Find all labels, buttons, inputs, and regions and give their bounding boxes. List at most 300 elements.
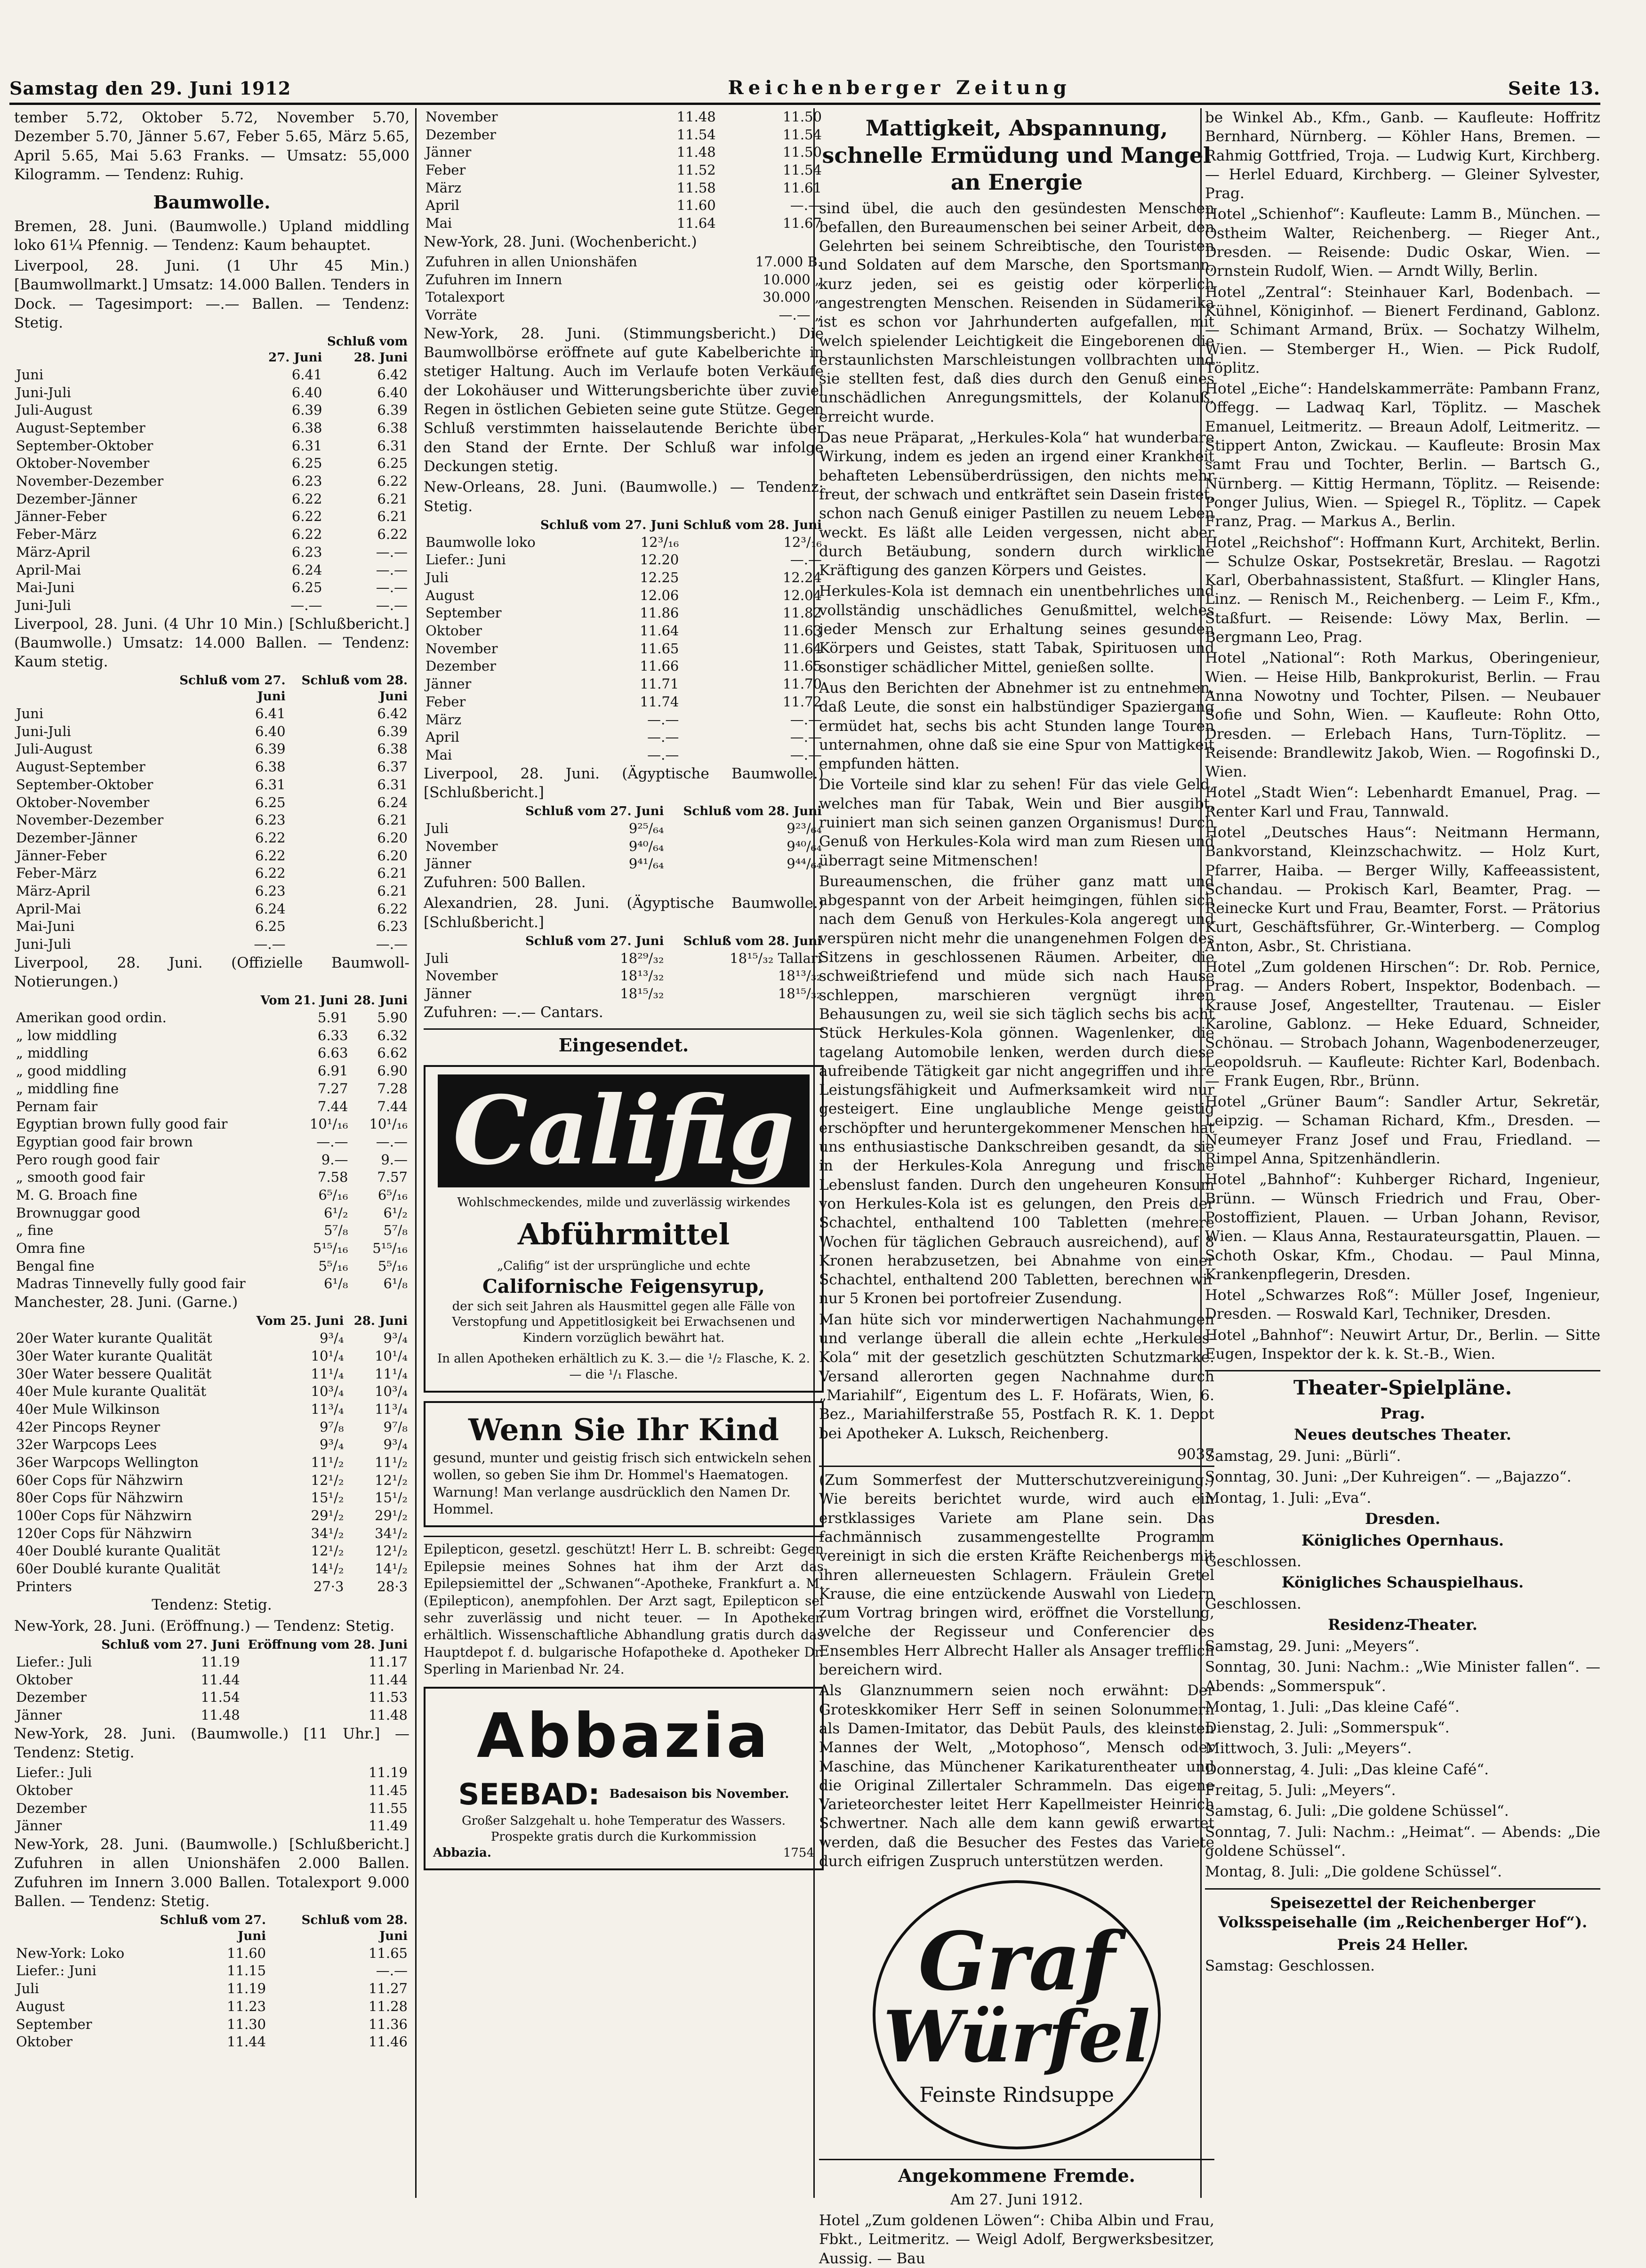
table-row <box>14 705 409 723</box>
table-row <box>14 1560 409 1578</box>
table-row <box>14 1240 409 1258</box>
table-row <box>14 1365 409 1383</box>
schedule-line: Geschlossen. <box>1205 1553 1301 1571</box>
graf-wuerfel-advertisement <box>873 1880 1161 2149</box>
row-value: 11.65 <box>782 658 822 674</box>
row-value: 9.— <box>381 1151 408 1168</box>
row-value: 6.22 <box>291 490 322 507</box>
row-label: „ good middling <box>16 1063 127 1079</box>
row-value: 11.65 <box>640 640 679 657</box>
theater-name: Königliches Opernhaus. <box>1301 1531 1504 1549</box>
row-value: 6.33 <box>317 1027 348 1043</box>
row-label: Pero rough good fair <box>16 1151 160 1168</box>
row-label: April-Mai <box>16 561 81 578</box>
table-row <box>14 490 409 508</box>
table-row <box>14 1980 409 1998</box>
table-header: Schluß vom 27. Juni <box>179 673 286 704</box>
schedule-line: Dienstag, 2. Juli: „Sommerspuk“. <box>1205 1719 1450 1737</box>
row-value: 6.31 <box>377 437 408 454</box>
row-value: 5⁷/₈ <box>323 1222 348 1239</box>
row-value: 34¹/₂ <box>311 1525 344 1541</box>
row-value: 11.36 <box>368 2016 408 2032</box>
row-label: Juni <box>16 366 44 383</box>
row-value: 9⁷/₈ <box>383 1419 408 1435</box>
row-label: Jänner-Feber <box>16 847 107 864</box>
row-label: Mai-Juni <box>16 918 75 935</box>
table-row <box>424 144 824 161</box>
row-label: Amerikan good ordin. <box>16 1010 167 1026</box>
table-row <box>14 1009 409 1027</box>
table-row <box>14 1275 409 1293</box>
row-value: 5.90 <box>377 1010 408 1026</box>
table-row <box>424 820 824 838</box>
row-label: November <box>426 109 498 125</box>
table-row <box>14 865 409 882</box>
row-value: —.— <box>376 1133 408 1150</box>
row-value: 11.67 <box>782 215 822 232</box>
row-value: —.— <box>376 597 408 613</box>
row-value: 6.38 <box>291 420 322 436</box>
row-value: 6¹/₂ <box>323 1204 348 1221</box>
table-row <box>14 1401 409 1419</box>
row-value: 11.53 <box>368 1689 408 1706</box>
row-label: November-Dezember <box>16 473 164 489</box>
row-label: September-Oktober <box>16 437 153 454</box>
row-value: 11.86 <box>640 605 679 621</box>
row-label: Dezember-Jänner <box>16 829 137 846</box>
table-row <box>424 604 824 622</box>
ad-text: Großer Salzgehalt u. hohe Temperatur des Wassers. Prospekte gratis durch die Kurkommission <box>462 1814 786 1844</box>
row-value: 11¹/₂ <box>375 1454 408 1470</box>
table-row <box>14 1258 409 1275</box>
row-value: 12.04 <box>782 587 822 603</box>
price-table <box>424 804 824 873</box>
row-value: —.— <box>790 729 822 745</box>
row-value: 6.25 <box>291 579 322 596</box>
section-heading: Baumwolle. <box>153 192 271 213</box>
row-label: August <box>16 1998 65 2014</box>
row-label: Jänner <box>426 144 472 160</box>
table-header: Schluß vom 27. Juni <box>525 804 664 819</box>
row-label: Zufuhren im Innern <box>426 271 562 288</box>
row-value: 6.21 <box>377 812 408 828</box>
row-value: 5¹⁵/₁₆ <box>372 1240 408 1257</box>
table-row <box>424 967 824 985</box>
table-row <box>424 622 824 640</box>
row-value: 11.15 <box>227 1963 266 1979</box>
ad-text: Wohlschmeckendes, milde und zuverlässig wirkendes <box>457 1195 790 1210</box>
row-value: 11.60 <box>676 197 716 214</box>
row-value: 6¹/₈ <box>323 1275 348 1292</box>
row-value: 5.91 <box>317 1010 348 1026</box>
row-label: Brownuggar good <box>16 1204 141 1221</box>
row-value: —.— <box>790 711 822 728</box>
row-value: 6.90 <box>377 1063 408 1079</box>
row-value: 6.38 <box>377 420 408 436</box>
table-row <box>424 587 824 605</box>
row-value: 6.39 <box>377 402 408 418</box>
row-value: 6.23 <box>291 544 322 560</box>
row-value: 11.54 <box>676 126 716 143</box>
row-value: 11.44 <box>368 1671 408 1688</box>
table-row <box>14 900 409 918</box>
row-value: 6¹/₂ <box>383 1204 408 1221</box>
row-label: Oktober-November <box>16 794 150 810</box>
row-value: 9.— <box>321 1151 348 1168</box>
row-value: 6.31 <box>291 437 322 454</box>
table-row <box>14 1945 409 1963</box>
table-header: 28. Juni <box>353 994 408 1008</box>
row-value: 6.22 <box>377 526 408 543</box>
row-value: 18¹³/₃₂ <box>620 968 664 984</box>
row-value: 12.25 <box>640 569 679 585</box>
city-heading: Dresden. <box>1365 1509 1441 1528</box>
row-value: 6.42 <box>377 705 408 722</box>
row-value: 11.52 <box>676 162 716 178</box>
row-value: 11.64 <box>782 640 822 657</box>
table-row <box>424 253 824 271</box>
row-value: 10¹/₄ <box>311 1347 344 1364</box>
schedule-line: Sonntag, 7. Juli: Nachm.: „Heimat“. — Abends: „Die goldene Schüssel“. <box>1205 1823 1600 1859</box>
row-label: Juni-Juli <box>16 384 71 401</box>
paragraph: Zufuhren: —.— Cantars. <box>424 1003 603 1021</box>
row-value: 6.23 <box>377 918 408 935</box>
row-value: 6.22 <box>291 526 322 543</box>
table-row <box>14 1962 409 1980</box>
schedule-line: Montag, 1. Juli: „Eva“. <box>1205 1489 1372 1507</box>
schedule-line: Donnerstag, 4. Juli: „Das kleine Café“. <box>1205 1761 1489 1778</box>
table-row <box>14 1222 409 1240</box>
row-value: 6.41 <box>255 705 286 722</box>
row-value: 10³/₄ <box>375 1383 408 1400</box>
table-row <box>14 1098 409 1116</box>
table-row <box>424 126 824 144</box>
row-label: Dezember <box>426 658 496 674</box>
row-label: Jänner-Feber <box>16 508 107 525</box>
paragraph: tember 5.72, Oktober 5.72, November 5.70, Dezember 5.70, Jänner 5.67, Feber 5.65, März 5.65, April 5.65, Mai 5.63 Franks. — Umsatz: 55,000 Kilogramm. — Tendenz: Ruhig. <box>14 109 409 183</box>
row-label: „ middling <box>16 1045 88 1061</box>
row-value: 11.74 <box>640 693 679 710</box>
table-row <box>14 579 409 597</box>
row-value: 6.31 <box>377 776 408 793</box>
row-label: Dezember <box>16 1800 87 1816</box>
row-value: 6.22 <box>255 829 286 846</box>
row-value: 11.66 <box>640 658 679 674</box>
row-label: 40er Mule kurante Qualität <box>16 1383 207 1400</box>
row-label: März <box>426 179 462 196</box>
row-value: 6⁵/₁₆ <box>377 1186 408 1203</box>
header-rule <box>9 103 1600 105</box>
row-value: 11.46 <box>368 2034 408 2050</box>
row-value: 11.48 <box>676 109 716 125</box>
row-label: 40er Doublé kurante Qualität <box>16 1543 220 1559</box>
row-value: 6.25 <box>255 918 286 935</box>
paragraph: Herkules-Kola ist demnach ein unentbehrliches und vollständig unschädliches Genußmittel, welches jeder Mensch zur Erhaltung seines gesunden Körpers und Geistes, statt Tabak, Spirituosen und sonstiger schädlicher Mittel, genießen sollte. <box>819 583 1214 676</box>
row-value: 6.38 <box>255 759 286 775</box>
paragraph: Epilepticon, gesetzl. geschützt! Herr L. B. schreibt: Gegen Epilepsie meines Sohnes hat ihm der Arzt das Epilepsiemittel der „Schwanen“-Apotheke, Frankfurt a. M. (Epilepticon), anempfohlen. Der Arzt sagt, Epilepticon sei sehr zuverlässig und nicht teuer. — In Apotheken erhältlich. Wissenschaftliche Abhandlung gratis durch das Hauptdepot f. d. bulgarische Hofapotheke d. Apotheker Dr. Sperling in Marienbad Nr. 24. <box>424 1536 824 1678</box>
row-label: Jänner <box>16 1818 62 1834</box>
row-value: 6.62 <box>377 1045 408 1061</box>
price-table <box>14 993 409 1293</box>
row-label: Baumwolle loko <box>426 534 536 550</box>
row-value: —.— <box>376 1963 408 1979</box>
table-row <box>14 1525 409 1543</box>
table-row <box>14 1436 409 1454</box>
table-row <box>14 1080 409 1098</box>
row-value: 15¹/₂ <box>311 1490 344 1506</box>
row-label: Juli-August <box>16 402 93 418</box>
row-value: 6.20 <box>377 829 408 846</box>
table-row <box>14 419 409 437</box>
table-row <box>14 1489 409 1507</box>
row-value: 6.23 <box>291 473 322 489</box>
table-row <box>424 289 824 306</box>
row-value: 6.40 <box>255 723 286 739</box>
paragraph: Zufuhren: 500 Ballen. <box>424 874 586 891</box>
paragraph: Hotel „Reichshof“: Hoffmann Kurt, Architekt, Berlin. — Schulze Oskar, Postsekretär, Breslau. — Ragotzi Karl, Oberbahnassistent, Staßfurt. — Klingler Hans, Linz. — Renisch M., Reichenberg. — Leim F., Kfm., Staßfurt. — Reisende: Löwy Max, Berlin. — Bergmann Leo, Prag. <box>1205 534 1600 646</box>
paragraph: Tendenz: Stetig. <box>152 1596 272 1614</box>
paragraph: New-York, 28. Juni. (Baumwolle.) [11 Uhr.] — Tendenz: Stetig. <box>14 1725 409 1761</box>
table-row <box>14 811 409 829</box>
table-row <box>14 1204 409 1222</box>
paragraph: Bureaumenschen, die früher ganz matt und abgespannt von der Arbeit heimgingen, fühlen sich nach dem Genuß von Herkules-Kola angeregt und verspüren nicht mehr die unangenehmen Folgen des Sitzens in geschlossenen Räumen. Arbeiter, die schweißtriefend und müde sich nach Hause schleppen, marschieren vergnügt ihren Behausungen zu, weil sie sich täglich sechs bis acht Stück Herkules-Kola gönnen. Wagenlenker, die tagelang Automobile lenken, werden durch diese aufreibende Tätigkeit gar nicht angegriffen und ihre Leistungsfähigkeit und Aufmerksamkeit wird nur gesteigert. Eine unglaubliche Menge geistig erschöpfter und heruntergekommener Menschen hat uns enthusiastische Dankschreiben gesandt, da sie in der Herkules-Kola Anregung und frische Lebenslust fanden. Durch den ungeheuren Konsum von Herkules-Kola ist es gelungen, den Preis der Schachtel, enthaltend 100 Tabletten (mehrere Wochen für täglichen Gebrauch ausreichend), auf 8 Kronen herabzusetzen, bei Abnahme von einer Schachtel, enthaltend 200 Tabletten, berechnen wir nur 5 Kronen bei portofreier Zusendung. <box>819 873 1214 1307</box>
row-value: 18¹⁵/₃₂ <box>778 986 822 1002</box>
paragraph: Liverpool, 28. Juni. (Offizielle Baumwoll-Notierungen.) <box>14 954 409 990</box>
row-value: 6.24 <box>291 561 322 578</box>
row-value: 11.19 <box>227 1980 266 1997</box>
row-value: 5⁵/₁₆ <box>318 1258 348 1274</box>
row-value: 11.65 <box>368 1945 408 1961</box>
paragraph: (Zum Sommerfest der Mutterschutzvereinigung.) Wie bereits berichtet wurde, wird auch ein erstklassiges Variete am Plane sein. Das fachmännisch zusammengestellte Programm vereinigt in sich die ersten Kräfte Reichenbergs mit ihren allerneuesten Schlagern. Fräulein Gretel Krause, die eine entzückende Auswahl von Liedern zum Vortrag bringen wird, eröffnet die Vorstellung, welche der Regisseur und Conferencier des Ensembles Herr Albrecht Haller als Ansager trefflich bereichern wird. <box>819 1466 1214 1679</box>
table-header: Vom 25. Juni <box>256 1314 344 1329</box>
row-value: 9³/₄ <box>383 1436 408 1453</box>
table-row <box>14 597 409 615</box>
paragraph: Hotel „Grüner Baum“: Sandler Artur, Sekretär, Leipzig. — Schaman Richard, Kfm., Dresden. — Neumeyer Franz Josef und Frau, Friedland. — Rimpel Anna, Spitzenhändlerin. <box>1205 1093 1600 1168</box>
ad-title: Graf <box>918 1914 1116 2009</box>
table-row <box>14 723 409 741</box>
column-4 <box>1205 108 1600 2198</box>
theater-name: Königliches Schauspielhaus. <box>1281 1573 1524 1592</box>
section-heading: Angekommene Fremde. <box>819 2159 1214 2187</box>
paragraph: New-Orleans, 28. Juni. (Baumwolle.) — Tendenz: Stetig. <box>424 479 824 515</box>
row-label: Juli-August <box>16 741 93 757</box>
table-header: Schluß vom 27. Juni <box>525 934 664 948</box>
row-value: 11.61 <box>782 179 822 196</box>
row-label: Juni-Juli <box>16 597 71 613</box>
row-label: Feber <box>426 162 466 178</box>
ad-number: 9037 <box>1177 1445 1214 1463</box>
paragraph: Hotel „Stadt Wien“: Lebenhardt Emanuel, Prag. — Renter Karl und Frau, Tannwald. <box>1205 784 1600 820</box>
table-row <box>14 2016 409 2034</box>
table-row <box>424 534 824 552</box>
table-row <box>14 1671 409 1689</box>
column-1 <box>14 108 409 2198</box>
row-label: Jänner <box>16 1707 62 1723</box>
table-header: Schluß vom 27. Juni <box>540 518 679 532</box>
row-label: New-York: Loko <box>16 1945 125 1961</box>
paragraph: Liverpool, 28. Juni. (4 Uhr 10 Min.) [Schlußbericht.] (Baumwolle.) Umsatz: 14.000 Ballen. — Tendenz: Kaum stetig. <box>14 615 409 671</box>
paragraph: New-York, 28. Juni. (Wochenbericht.) <box>424 233 697 250</box>
column-2 <box>424 108 824 2198</box>
row-value: 10¹/₁₆ <box>309 1116 348 1132</box>
table-row <box>14 1800 409 1818</box>
row-value: 11.19 <box>201 1653 240 1670</box>
row-value: 6.24 <box>255 900 286 917</box>
row-value: 12¹/₂ <box>375 1543 408 1559</box>
row-label: „ middling fine <box>16 1080 119 1097</box>
header-page-number: Seite 13. <box>1508 78 1600 99</box>
theater-name: Neues deutsches Theater. <box>1294 1426 1511 1444</box>
table-row <box>14 384 409 402</box>
row-value: —.— <box>790 746 822 763</box>
row-value: —.— <box>790 197 822 214</box>
schedule-line: Samstag, 6. Juli: „Die goldene Schüssel“. <box>1205 1803 1509 1820</box>
table-row <box>424 657 824 675</box>
paragraph: Bremen, 28. Juni. (Baumwolle.) Upland middling loko 61¼ Pfennig. — Tendenz: Kaum behauptet. <box>14 217 409 254</box>
table-header: Schluß vom 28. Juni <box>301 1913 408 1943</box>
row-value: 11.17 <box>368 1653 408 1670</box>
row-label: Juli <box>16 1980 39 1997</box>
table-row <box>424 746 824 764</box>
paragraph: Hotel „Bahnhof“: Neuwirt Artur, Dr., Berlin. — Sitte Eugen, Inspektor der k. k. St.-B., Wien. <box>1205 1326 1600 1362</box>
row-value: 11³/₄ <box>311 1401 344 1417</box>
row-value: 5⁵/₁₆ <box>377 1258 408 1274</box>
table-row <box>14 1115 409 1133</box>
schedule-line: Mittwoch, 3. Juli: „Meyers“. <box>1205 1740 1412 1757</box>
row-value: —.— „ <box>779 307 822 323</box>
row-value: 7.27 <box>317 1080 348 1097</box>
paragraph: Das neue Präparat, „Herkules-Kola“ hat wunderbare Wirkung, indem es jeden an irgend einer Krankheit behafteten Lebensüberdrüssigen, den nichts mehr freut, der schwach und entkräftet sein Dasein fristet, schon nach Genuß einiger Pastillen zu neuem Leben weckt. Es läßt alle Leiden vergessen, nicht aber durch Betäubung, sondern durch wirkliche Kräftigung des ganzen Körpers und Geistes. <box>819 429 1214 579</box>
table-row <box>14 2033 409 2051</box>
ad-text: Abbazia. <box>433 1845 491 1860</box>
table-row <box>14 918 409 936</box>
row-label: Oktober <box>426 623 482 639</box>
row-value: —.— <box>290 597 322 613</box>
table-header: Vom 21. Juni <box>260 994 348 1008</box>
schedule-line: Sonntag, 30. Juni: Nachm.: „Wie Minister fallen“. — Abends: „Sommerspuk“. <box>1205 1659 1600 1695</box>
row-label: M. G. Broach fine <box>16 1186 137 1203</box>
row-label: Liefer.: Juli <box>16 1653 92 1670</box>
table-row <box>424 197 824 215</box>
table-row <box>14 526 409 544</box>
ad-title: Würfel <box>883 1995 1150 2078</box>
row-value: 29¹/₂ <box>311 1507 344 1524</box>
row-label: November <box>426 838 498 854</box>
row-value: 7.44 <box>317 1098 348 1114</box>
row-value: —.— <box>376 579 408 596</box>
table-row <box>14 1542 409 1560</box>
paragraph: Hotel „National“: Roth Markus, Oberingenieur, Wien. — Heise Hilb, Bankprokurist, Berlin. — Frau Anna Nowotny und Tochter, Pilsen. — Neubauer Sofie und Sohn, Wien. — Kaufleute: Rohn Otto, Dresden. — Erlebach Hans, Turn-Töplitz. — Reisende: Brandlewitz Jakob, Wien. — Rogofinski D., Wien. <box>1205 649 1600 781</box>
row-value: 14¹/₂ <box>375 1561 408 1577</box>
schedule-line: Samstag: Geschlossen. <box>1205 1957 1375 1975</box>
table-row <box>424 215 824 232</box>
paragraph: Hotel „Deutsches Haus“: Neitmann Hermann, Bankvorstand, Kleinzschachwitz. — Holz Kurt, Pfarrer, Haiba. — Berger Willy, Kaffeeassistent, Schandau. — Prokisch Karl, Beamter, Prag. — Reinecke Kurt und Frau, Beamter, Forst. — Prätorius Kurt, Geschäftsführer, Gr.-Winterberg. — Complog Anton, Asbr., St. Christiana. <box>1205 824 1600 955</box>
row-value: 11.63 <box>782 623 822 639</box>
row-label: Juli <box>426 820 449 836</box>
row-label: Dezember <box>16 1689 87 1706</box>
row-value: 11.70 <box>782 676 822 692</box>
schedule-line: Freitag, 5. Juli: „Meyers“. <box>1205 1782 1396 1799</box>
table-row <box>424 569 824 587</box>
row-label: April <box>426 729 459 745</box>
row-value: 30.000 „ <box>763 289 822 305</box>
row-value: 6.32 <box>377 1027 408 1043</box>
row-value <box>264 1817 275 1835</box>
price-table <box>14 1764 409 1835</box>
row-value: 6.41 <box>291 366 322 383</box>
row-value: 10³/₄ <box>311 1383 344 1400</box>
row-label: 42er Pincops Reyner <box>16 1419 161 1435</box>
table-row <box>424 271 824 289</box>
table-header: Eröffnung vom 28. Juni <box>248 1638 408 1652</box>
row-label: Oktober <box>16 1671 73 1688</box>
row-value: 6.23 <box>255 812 286 828</box>
row-value: 29¹/₂ <box>375 1507 408 1524</box>
page-header <box>9 71 1600 99</box>
price-table <box>424 108 824 232</box>
row-value: —.— <box>376 936 408 952</box>
row-value <box>264 1800 275 1818</box>
paragraph: Hotel „Schwarzes Roß“: Müller Josef, Ingenieur, Dresden. — Roswald Karl, Techniker, Dresden. <box>1205 1287 1600 1323</box>
table-row <box>14 401 409 419</box>
row-label: Pernam fair <box>16 1098 98 1114</box>
row-value: 7.57 <box>377 1169 408 1186</box>
row-label: März-April <box>16 544 90 560</box>
table-row <box>424 711 824 729</box>
row-value: 17.000 B. <box>755 254 822 270</box>
row-label: Juni-Juli <box>16 723 71 739</box>
row-label: November <box>426 968 498 984</box>
paragraph: New-York, 28. Juni. (Baumwolle.) [Schlußbericht.] Zufuhren in allen Unionshäfen 2.000 Ballen. Zufuhren im Innern 3.000 Ballen. Totalexport 9.000 Ballen. — Tendenz: Stetig. <box>14 1835 409 1910</box>
row-value: 6.22 <box>291 508 322 525</box>
row-value: 15¹/₂ <box>375 1490 408 1506</box>
table-row <box>424 179 824 197</box>
paragraph: Man hüte sich vor minderwertigen Nachahmungen und verlange überall die allein echte „Herkules-Kola“ mit der gesetzlich geschützten Schutzmarke. Versand allerorten gegen Nachnahme durch „Mariahilf“, Eigentum des L. F. Hofärats, Wien, 6. Bez., Mariahilferstraße 55, Postfach R. K. 1. Depot bei Apotheker A. Luksch, Reichenberg. <box>819 1311 1214 1442</box>
row-label: März <box>426 711 462 728</box>
row-value: 6.22 <box>255 847 286 864</box>
row-value: 18²⁹/₃₂ <box>620 950 664 966</box>
schedule-line: Montag, 1. Juli: „Das kleine Café“. <box>1205 1698 1460 1715</box>
paragraph: New-York, 28. Juni. (Stimmungsbericht.) Die Baumwollbörse eröffnete auf gute Kabelberichte in stetiger Haltung. Auch im Verlaufe boten Verkäufe der Lokohäuser und Witterungsberichte über zuviel Regen in östlichen Gebieten seine gute Stütze. Gegen Schluß verstimmten haisselautende Berichte über den Stand der Ernte. Der Schluß war infolge Deckungen stetig. <box>424 325 824 475</box>
row-value: 11.44 <box>227 2034 266 2050</box>
row-value: 12.06 <box>640 587 679 603</box>
paragraph: Hotel „Eiche“: Handelskammerräte: Pambann Franz, Offegg. — Ladwaq Karl, Töplitz. — Maschek Emanuel, Leitmeritz. — Breaun Adolf, Leitmeritz. — Stippert Anton, Zwickau. — Kaufleute: Brosin Max samt Frau und Tochter, Berlin. — Bartsch G., Nürnberg. — Kittig Hermann, Töplitz. — Reisende: Ponger Julius, Wien. — Spiegel R., Töplitz. — Capek Franz, Prag. — Markus A., Berlin. <box>1205 380 1600 530</box>
row-label: 100er Cops für Nähzwirn <box>16 1507 192 1524</box>
table-row <box>14 1507 409 1525</box>
row-value: 11.55 <box>368 1800 408 1816</box>
row-label: 40er Mule Wilkinson <box>16 1401 160 1417</box>
row-value: 6⁵/₁₆ <box>318 1186 348 1203</box>
row-value: 6.31 <box>255 776 286 793</box>
table-row <box>14 1133 409 1151</box>
row-value: 11.50 <box>782 144 822 160</box>
row-label: 32er Warpcops Lees <box>16 1436 157 1453</box>
price-table <box>14 334 409 614</box>
row-value: 6.21 <box>377 865 408 882</box>
table-row <box>14 1998 409 2016</box>
row-value: 6.40 <box>377 384 408 401</box>
row-value: 6.91 <box>317 1063 348 1079</box>
price-table <box>14 1314 409 1595</box>
ad-title: Abbazia <box>476 1699 771 1771</box>
row-value <box>264 1782 275 1800</box>
row-label: Dezember <box>426 126 496 143</box>
row-value: 9⁴⁰/₆₄ <box>628 838 664 854</box>
row-label: Liefer.: Juni <box>16 1963 96 1979</box>
table-row <box>424 161 824 179</box>
row-value: 6.40 <box>291 384 322 401</box>
row-value: 11.49 <box>368 1818 408 1834</box>
